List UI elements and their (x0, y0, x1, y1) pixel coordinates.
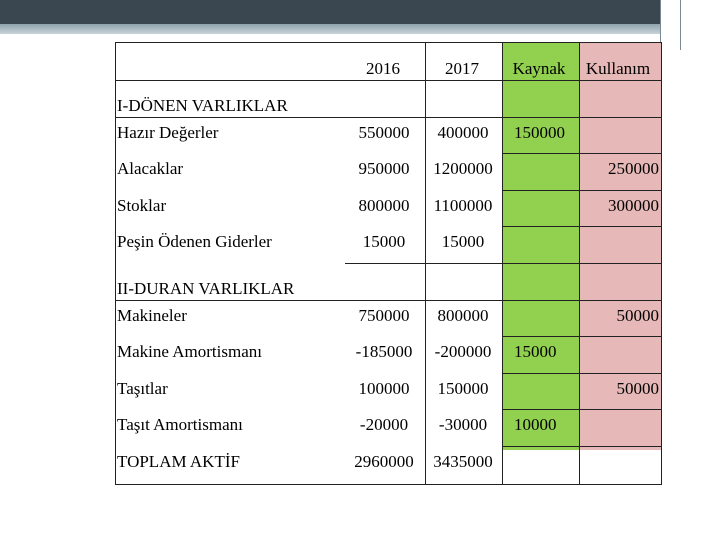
col-separator (502, 42, 503, 484)
table-border-left (115, 42, 116, 484)
cell-v2016: 15000 (362, 232, 406, 252)
header-2016: 2016 (366, 59, 400, 78)
cell-v2017: 800000 (437, 305, 489, 325)
cell-kullanim: 250000 (608, 159, 659, 179)
row-label: Makineler (117, 305, 187, 325)
header-kullanim: Kullanım (585, 59, 651, 78)
row-label: Taşıtlar (117, 378, 168, 398)
header-2017: 2017 (445, 59, 479, 78)
row-label: Makine Amortismanı (117, 342, 262, 362)
cell-v2017: 1200000 (433, 159, 493, 179)
kaynak-column-fill (502, 42, 579, 450)
cell-kaynak: 150000 (514, 122, 565, 142)
row-separator (115, 300, 345, 301)
row-label: Peşin Ödenen Giderler (117, 232, 272, 252)
col-separator (425, 42, 426, 484)
cell-v2016: 100000 (358, 378, 410, 398)
table-border-bottom (115, 484, 661, 485)
row-separator (502, 190, 661, 191)
cell-kullanim: 50000 (616, 378, 659, 398)
cell-kaynak: 10000 (514, 415, 557, 435)
cell-kaynak: 15000 (514, 342, 557, 362)
slide-top-bar-accent (0, 24, 720, 34)
row-label: Stoklar (117, 195, 167, 215)
cell-v2017: 400000 (437, 122, 489, 142)
slide-corner-tab (660, 0, 720, 50)
row-separator (502, 409, 661, 410)
section-heading: II-DURAN VARLIKLAR (117, 279, 295, 298)
cell-v2017: 3435000 (433, 452, 493, 471)
cell-v2017: 15000 (441, 232, 485, 252)
cell-v2017: -200000 (434, 342, 492, 362)
row-label: Taşıt Amortismanı (117, 415, 243, 435)
cell-v2016: 2960000 (354, 452, 414, 471)
funds-table (115, 42, 661, 484)
row-separator (345, 117, 661, 118)
cell-v2016: -185000 (355, 342, 413, 362)
row-separator (345, 263, 661, 264)
cell-v2017: -30000 (438, 415, 488, 435)
cell-kullanim: 300000 (608, 195, 659, 215)
cell-v2017: 1100000 (433, 195, 493, 215)
row-separator (502, 336, 661, 337)
slide-top-bar (0, 0, 720, 24)
cell-v2016: -20000 (359, 415, 409, 435)
cell-v2016: 750000 (358, 305, 410, 325)
row-separator (502, 446, 661, 447)
row-label: Hazır Değerler (117, 122, 219, 142)
header-kaynak: Kaynak (512, 59, 566, 78)
row-separator (345, 300, 661, 301)
table-border-right (661, 42, 662, 485)
col-separator (579, 42, 580, 484)
cell-v2016: 550000 (358, 122, 410, 142)
row-label: TOPLAM AKTİF (117, 452, 240, 471)
slide-corner-line (680, 0, 681, 50)
cell-v2016: 950000 (358, 159, 410, 179)
section-heading: I-DÖNEN VARLIKLAR (117, 96, 288, 115)
row-separator (115, 117, 345, 118)
row-separator (502, 373, 661, 374)
row-separator (502, 153, 661, 154)
cell-v2017: 150000 (437, 378, 489, 398)
row-separator (502, 226, 661, 227)
cell-v2016: 800000 (358, 195, 410, 215)
cell-kullanim: 50000 (616, 305, 659, 325)
row-label: Alacaklar (117, 159, 184, 179)
